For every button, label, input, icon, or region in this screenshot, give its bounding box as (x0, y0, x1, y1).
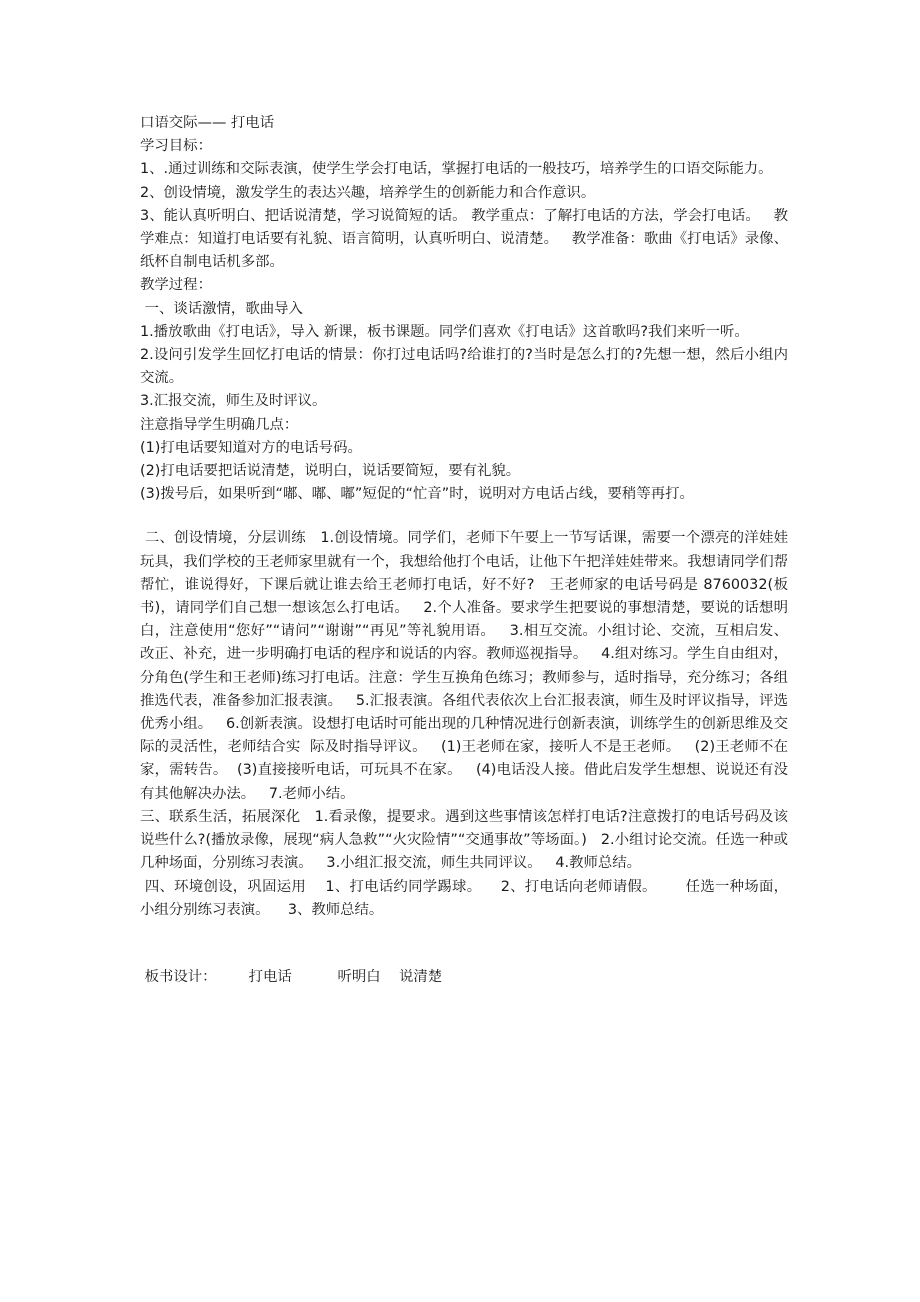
section1-item: 1.播放歌曲《打电话》，导入 新课，板书课题。同学们喜欢《打电话》这首歌吗?我们来听一听。 (140, 323, 749, 340)
doc-title: 口语交际—— 打电话 (140, 115, 275, 131)
section1-heading: 一、谈话激情，歌曲导入 (140, 300, 303, 317)
section1-item: (2)打电话要把话说清楚，说明白，说话要简短，要有礼貌。 (140, 463, 521, 480)
board-item-speak: 说清楚 (399, 968, 443, 985)
section2-paragraph: 二、创设情境，分层训练 1.创设情境。同学们，老师下午要上一节写话课，需要一个漂亮的洋娃娃玩具，我们学校的王老师家里就有一个，我想给他打个电话，让他下午把洋娃娃带来。我想请同学们帮帮忙，谁说得好，下课后就让谁去给王老师打电话，好不好? 王老师家的电话号码是 8760032(板书)，请同学们自己想一想该怎么打电话。 2.个人准备。要求学生把要说的事想清楚，要说的话想明白，注意使用“您好”“请问”“谢谢”“再见”等礼貌用语。 3.相互交流。小组讨论、交流，互相启发、改正、补充，进一步明确打电话的程序和说话的内容。教师巡视指导。 4.组对练习。学生自由组对，分角色(学生和王老师)练习打电话。注意：学生互换角色练习；教师参与，适时指导，充分练习；各组推选代表，准备参加汇报表演。 5.汇报表演。各组代表依次上台汇报表演，师生及时评议指导，评选优秀小组。 6.创新表演。设想打电话时可能出现的几种情况进行创新表演，训练学生的创新思维及交际的灵活性，老师结合实 际及时指导评议。 (1)王老师在家，接听人不是王老师。 (2)王老师不在家，需转告。 (3)直接接听电话，可玩具不在家。 (4)电话没人接。借此启发学生想想、说说还有没有其他解决办法。 7.老师小结。 (140, 530, 788, 802)
section1-item: (3)拨号后，如果听到“嘟、嘟、嘟”短促的“忙音”时，说明对方电话占线，要稍等再打。 (140, 486, 694, 503)
board-item-call: 打电话 (248, 968, 292, 985)
section3-paragraph: 三、联系生活，拓展深化 1.看录像，提要求。遇到这些事情该怎样打电话?注意拨打的电话号码及该说些什么?(播放录像，展现“病人急救”“火灾险情”“交通事故”等场面。) 2.小组讨论交流。任选一种或几种场面，分别练习表演。 3.小组汇报交流，师生共同评议。 4.教师总结。 (140, 808, 788, 872)
section1-item: 3.汇报交流，师生及时评议。 (140, 393, 327, 410)
paragraph-gap (140, 506, 788, 527)
section1-item: 2.设问引发学生回忆打电话的情景：你打过电话吗?给谁打的?当时是怎么打的?先想一想，然后小组内交流。 (140, 347, 788, 387)
board-label: 板书设计： (144, 968, 217, 985)
section1-item: (1)打电话要知道对方的电话号码。 (140, 439, 362, 456)
goals-heading: 学习目标： (140, 138, 212, 155)
document-page (140, 112, 788, 989)
board-item-listen: 听明白 (337, 968, 381, 985)
goal-item-1: 1、.通过训练和交际表演，使学生学会打电话，掌握打电话的一般技巧，培养学生的口语交际能力。 (140, 161, 773, 178)
paragraph-gap (140, 922, 788, 966)
section1-item: 注意指导学生明确几点： (140, 416, 299, 433)
process-heading: 教学过程： (140, 277, 212, 294)
section4-paragraph: 四、环境创设，巩固运用 1、打电话约同学踢球。 2、打电话向老师请假。 任选一种场面，小组分别练习表演。 3、教师总结。 (140, 878, 788, 918)
goal-item-2: 2、创设情境，激发学生的表达兴趣，培养学生的创新能力和合作意识。 (140, 184, 596, 201)
goal-item-3: 3、能认真听明白、把话说清楚，学习说简短的话。 教学重点：了解打电话的方法，学会打电话。 教学难点：知道打电话要有礼貌、语言简明，认真听明白、说清楚。 教学准备：歌曲《打电话》录像、纸杯自制电话机多部。 (140, 207, 788, 271)
board-design (140, 966, 788, 989)
